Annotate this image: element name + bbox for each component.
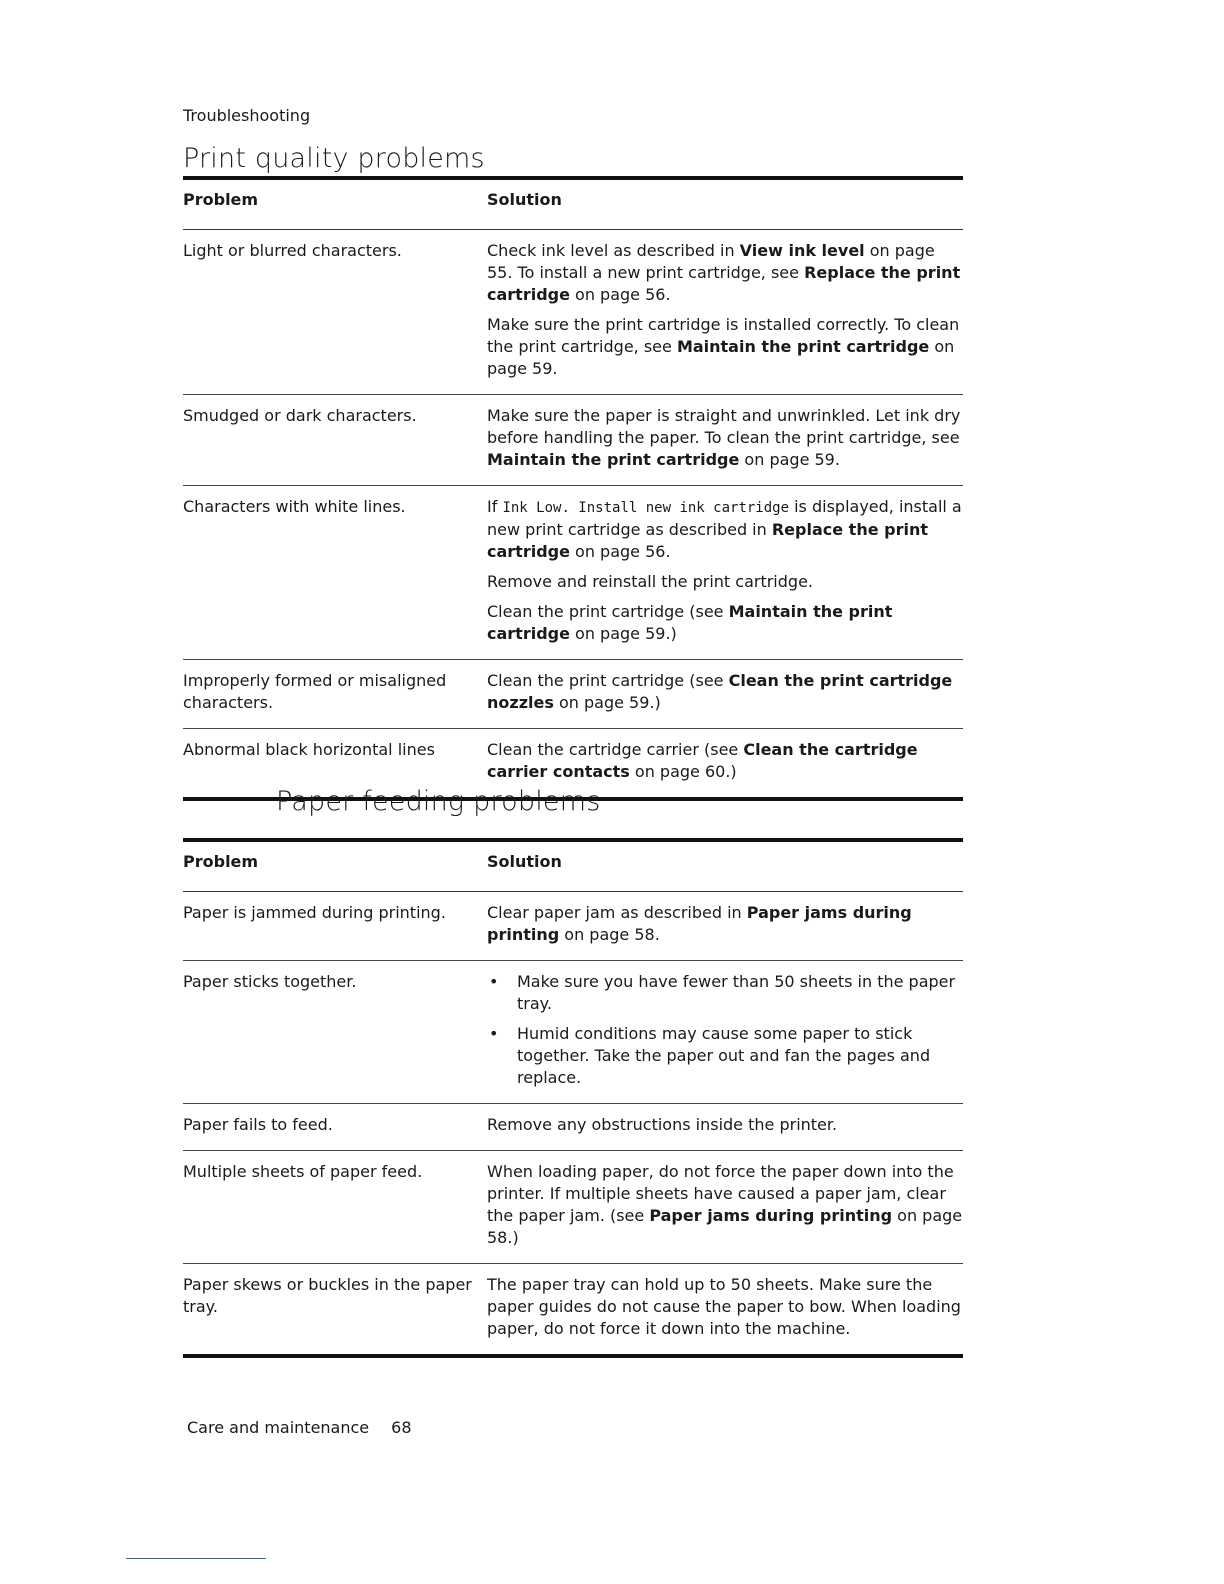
solution-cell: [487, 395, 963, 486]
section-title-paper-feeding: Paper feeding problems: [276, 786, 601, 817]
problem-cell: Paper skews or buckles in the paper tray.: [183, 1264, 487, 1357]
problem-cell: Paper is jammed during printing.: [183, 903, 446, 922]
problem-cell: Abnormal black horizontal lines: [183, 729, 487, 800]
cross-reference: Paper jams during printing: [487, 903, 912, 944]
problem-cell: Paper sticks together.: [183, 961, 487, 1104]
table-row: [183, 961, 963, 1104]
solution-paragraph: Clean the print cartridge (see Clean the print cartridge nozzles on page 59.): [487, 671, 953, 712]
solution-paragraph: Make sure the print cartridge is installed correctly. To clean the print cartridge, see Maintain the print cartridge on page 59.: [487, 315, 960, 378]
solution-paragraph: When loading paper, do not force the paper down into the printer. If multiple sheets have caused a paper jam, clear the paper jam. (see Paper jams during printing on page 58.): [487, 1162, 963, 1247]
table-row: [183, 1264, 963, 1357]
cross-reference: View ink level: [739, 241, 865, 260]
solution-paragraph: Make sure the paper is straight and unwrinkled. Let ink dry before handling the paper. To clean the print cartridge, see Maintain the print cartridge on page 59.: [487, 406, 961, 469]
problem-cell: Characters with white lines.: [183, 486, 487, 660]
problem-cell: Paper fails to feed.: [183, 1104, 487, 1151]
table-row: [183, 230, 963, 395]
solution-cell: Remove any obstructions inside the printer.: [487, 1104, 963, 1151]
solution-paragraph: If Ink Low. Install new ink cartridge is displayed, install a new print cartridge as described in Replace the print cartridge on page 56.: [487, 497, 962, 561]
cross-reference: Clean the print cartridge nozzles: [487, 671, 953, 712]
page-footer: [187, 1418, 412, 1437]
column-header-solution: Solution: [487, 178, 963, 230]
solution-paragraph: Remove and reinstall the print cartridge.: [487, 572, 813, 591]
table-row: [183, 892, 963, 961]
column-header-problem: Problem: [183, 840, 487, 892]
problem-cell: Improperly formed or misaligned characters.: [183, 660, 487, 729]
table-row: [183, 395, 963, 486]
solution-paragraph: Clean the cartridge carrier (see Clean the cartridge carrier contacts on page 60.): [487, 740, 918, 781]
page-number: 68: [391, 1418, 412, 1437]
table-row: [183, 1104, 963, 1151]
solution-cell: [487, 486, 963, 660]
table-row: [183, 660, 963, 729]
section-title-print-quality: Print quality problems: [183, 143, 485, 174]
solution-paragraph: Clean the print cartridge (see Maintain the print cartridge on page 59.): [487, 602, 893, 643]
table-header-row: [183, 840, 963, 892]
bullet-list: [487, 971, 963, 1089]
footer-label: Care and maintenance: [187, 1418, 370, 1437]
solution-cell: The paper tray can hold up to 50 sheets. Make sure the paper guides do not cause the paper to bow. When loading paper, do not force it down into the machine.: [487, 1264, 963, 1357]
scan-artifact-line: [126, 1558, 266, 1559]
problem-cell: Smudged or dark characters.: [183, 395, 487, 486]
cross-reference: Maintain the print cartridge: [487, 602, 893, 643]
problem-cell: Light or blurred characters.: [183, 241, 402, 260]
paper-feeding-table: [183, 838, 963, 1358]
solution-paragraph: Clear paper jam as described in Paper jams during printing on page 58.: [487, 903, 912, 944]
list-item: • Make sure you have fewer than 50 sheets in the paper tray.: [487, 971, 963, 1015]
cross-reference: Clean the cartridge carrier contacts: [487, 740, 918, 781]
print-quality-table: [183, 176, 963, 801]
table-row: [183, 486, 963, 660]
solution-cell: [487, 1151, 963, 1264]
solution-cell: [487, 660, 963, 729]
cross-reference: Replace the print cartridge: [487, 263, 961, 304]
table-row: [183, 1151, 963, 1264]
problem-cell: Multiple sheets of paper feed.: [183, 1151, 487, 1264]
list-item: • Humid conditions may cause some paper to stick together. Take the paper out and fan the pages and replace.: [487, 1023, 963, 1089]
solution-cell: [487, 961, 963, 1104]
column-header-problem: Problem: [183, 178, 487, 230]
cross-reference: Replace the print cartridge: [487, 520, 928, 561]
display-message: Ink Low. Install new ink cartridge: [502, 500, 790, 516]
running-head: Troubleshooting: [183, 106, 311, 125]
cross-reference: Paper jams during printing: [649, 1206, 893, 1225]
cross-reference: Maintain the print cartridge: [676, 337, 930, 356]
solution-cell: [487, 892, 963, 961]
column-header-solution: Solution: [487, 840, 963, 892]
solution-paragraph: Check ink level as described in View ink level on page 55. To install a new print cartridge, see Replace the print cartridge on page 56.: [487, 241, 961, 304]
table-header-row: [183, 178, 963, 230]
cross-reference: Maintain the print cartridge: [487, 450, 740, 469]
solution-cell: [487, 230, 963, 395]
